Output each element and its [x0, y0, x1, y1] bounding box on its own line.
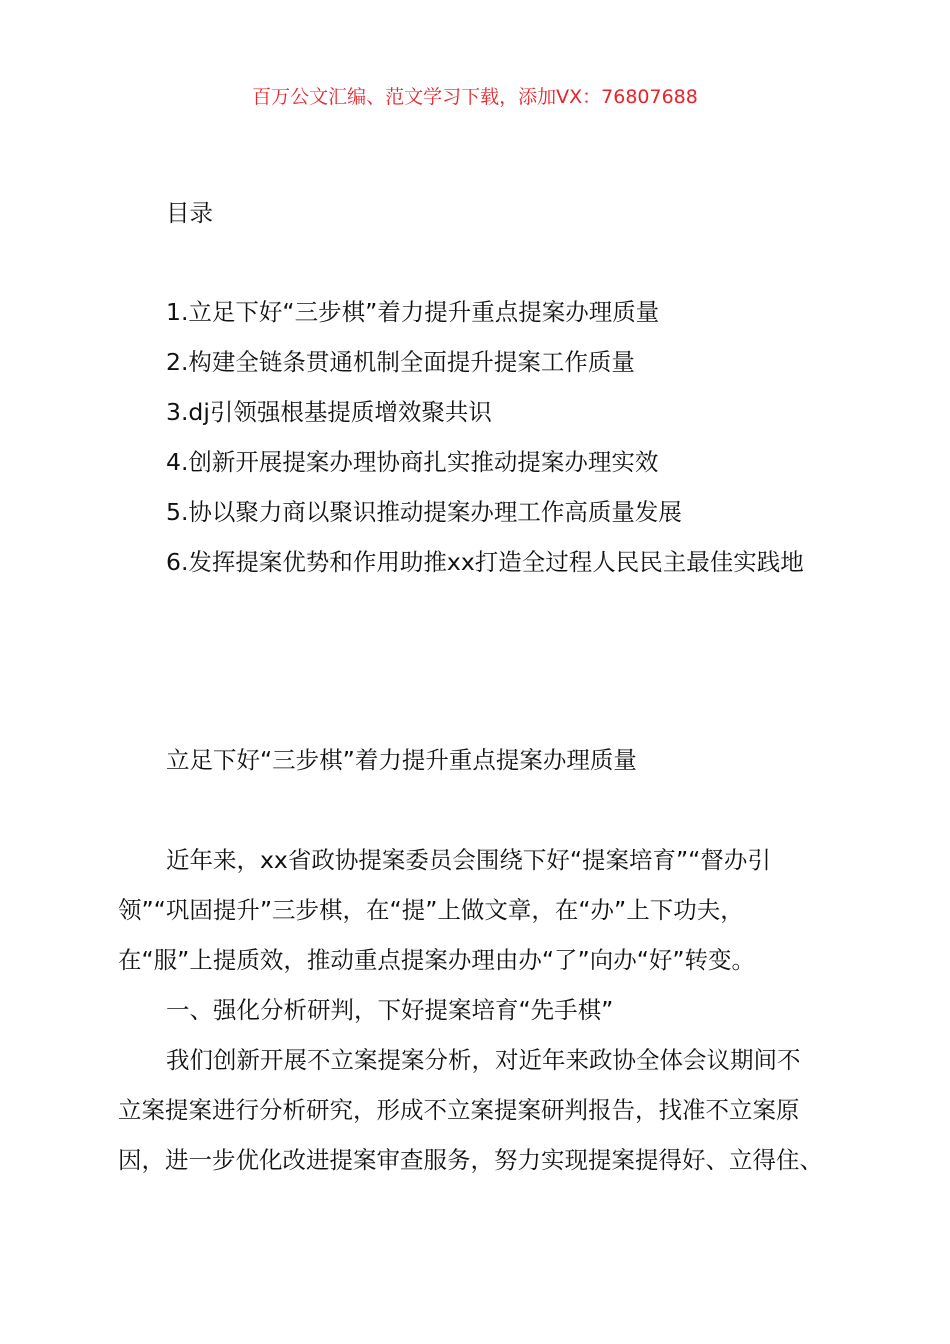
header-watermark-note: 百万公文汇编、范文学习下载，添加VX：76807688: [252, 86, 698, 108]
toc-item: 4.创新开展提案办理协商扎实推动提案办理实效: [166, 448, 659, 476]
body-line: 近年来，xx省政协提案委员会围绕下好“提案培育”“督办引: [166, 846, 771, 874]
section-heading: 一、强化分析研判，下好提案培育“先手棋”: [166, 996, 614, 1024]
toc-item: 3.dj引领强根基提质增效聚共识: [166, 398, 492, 426]
body-line: 立案提案进行分析研究，形成不立案提案研判报告，找准不立案原: [118, 1096, 800, 1124]
toc-item: 1.立足下好“三步棋”着力提升重点提案办理质量: [166, 298, 660, 326]
body-line: 领”“巩固提升”三步棋，在“提”上做文章，在“办”上下功夫，: [118, 896, 744, 924]
toc-item: 2.构建全链条贯通机制全面提升提案工作质量: [166, 348, 635, 376]
toc-item: 6.发挥提案优势和作用助推xx打造全过程人民民主最佳实践地: [166, 548, 804, 576]
body-line: 我们创新开展不立案提案分析，对近年来政协全体会议期间不: [166, 1046, 801, 1074]
article-title: 立足下好“三步棋”着力提升重点提案办理质量: [166, 746, 637, 774]
body-line: 在“服”上提质效，推动重点提案办理由办“了”向办“好”转变。: [118, 946, 756, 974]
toc-title: 目录: [166, 199, 213, 227]
body-line: 因，进一步优化改进提案审查服务，努力实现提案提得好、立得住、: [118, 1146, 823, 1174]
toc-item: 5.协以聚力商以聚识推动提案办理工作高质量发展: [166, 498, 682, 526]
